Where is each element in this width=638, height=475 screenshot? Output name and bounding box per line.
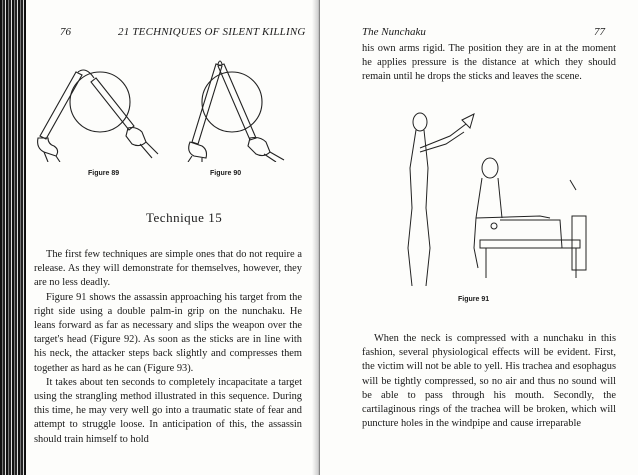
left-running-head: 21 TECHNIQUES OF SILENT KILLING <box>118 26 306 38</box>
right-page <box>320 0 638 475</box>
right-top-text <box>362 42 616 85</box>
continued-paragraph: his own arms rigid. The position they are in at the moment he applies pressure is the distance at which they should remain until he drops the sticks and leaves the scene. <box>362 43 616 83</box>
paragraph-4: When the neck is compressed with a nunchaku in this fashion, several physiological effects will be evident. First, the victim will not be able to yell. His trachea and esophagus will be tightly compressed, so no air and thus no sound will be able to pass through his mouth. Secondly, the cartilaginous rings of the trachea will be broken, which will puncture holes in the windpipe and cause irreparable <box>362 333 616 430</box>
figure-91-caption: Figure 91 <box>458 296 490 303</box>
right-page-number: 77 <box>594 26 605 38</box>
page-edge-shadow <box>0 0 26 475</box>
paragraph-3: It takes about ten seconds to completely incapacitate a target using the strangling method illustrated in this sequence. During this time, he may very well go into a traumatic state of fear and attempt to struggle loose. In anticipation of this, the assassin should train himself to hold <box>34 376 302 445</box>
figure-90-illustration <box>172 58 300 162</box>
left-body-text <box>34 248 302 447</box>
figure-91-illustration <box>390 108 590 288</box>
paragraph-2: Figure 91 shows the assassin approaching his target from the right side using a double palm-in grip on the nunchaku. He leans forward as far as necessary and slips the weapon over the target's head (Figure 92). As soon as the sticks are in line with his neck, the attacker steps back slightly and compresses them together as hard as he can (Figure 93). <box>34 291 302 374</box>
right-bottom-text <box>362 332 616 431</box>
figure-89-illustration <box>34 58 162 162</box>
section-title: Technique 15 <box>146 210 223 225</box>
left-page-number: 76 <box>60 26 71 38</box>
figure-90-caption: Figure 90 <box>210 170 242 177</box>
figure-89-caption: Figure 89 <box>88 170 120 177</box>
paragraph-1: The first few techniques are simple ones that do not require a release. As they will demonstrate for themselves, however, they are no less deadly. <box>34 249 302 289</box>
right-running-head: The Nunchaku <box>362 26 426 38</box>
